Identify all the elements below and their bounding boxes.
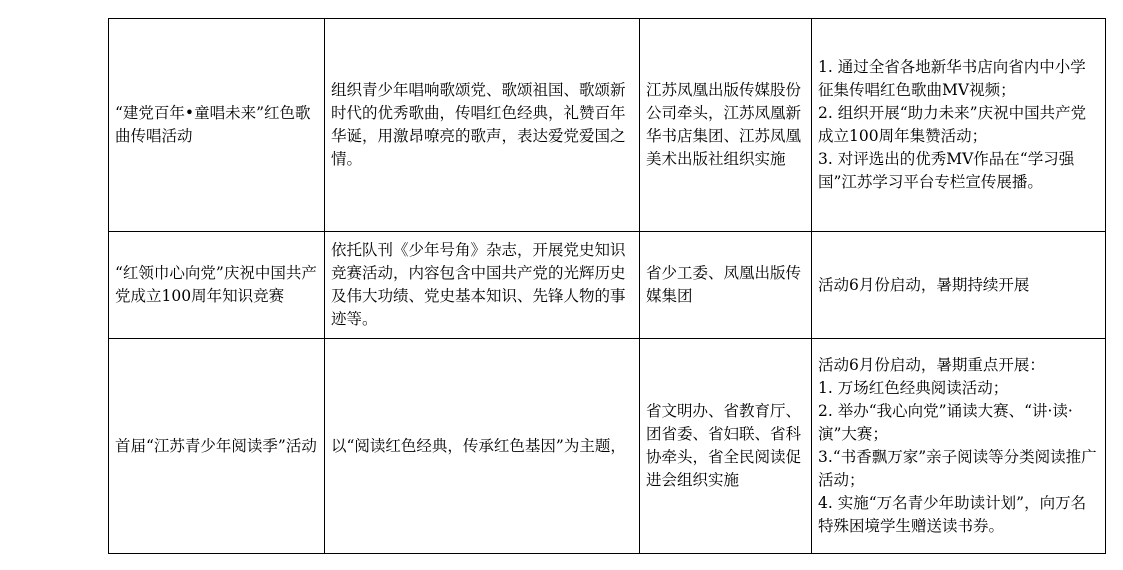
activity-content-cell: 组织青少年唱响歌颂党、歌颂祖国、歌颂新时代的优秀歌曲，传唱红色经典，礼赞百年华诞，用激昂嘹亮的歌声，表达爱党爱国之情。: [325, 19, 640, 232]
activity-content-cell: 以“阅读红色经典，传承红色基因”为主题，: [325, 339, 640, 554]
plan-item: 活动6月份启动，暑期重点开展：: [818, 356, 1045, 374]
plan-item: 2. 举办“我心向党”诵读大赛、“讲·读·演”大赛；: [818, 402, 1073, 443]
organizer-cell: 省少工委、凤凰出版传媒集团: [640, 232, 812, 339]
plan-item: 4. 实施“万名青少年助读计划”，向万名特殊困境学生赠送读书券。: [818, 494, 1087, 535]
plan-cell: [812, 339, 1106, 554]
activity-table: [108, 18, 1106, 554]
table-row: [109, 19, 1106, 232]
table-row: [109, 232, 1106, 339]
plan-item: 3. 对评选出的优秀MV作品在“学习强国”江苏学习平台专栏宣传展播。: [818, 150, 1075, 191]
organizer-cell: 江苏凤凰出版传媒股份公司牵头，江苏凤凰新华书店集团、江苏凤凰美术出版社组织实施: [640, 19, 812, 232]
plan-item: 3.“书香飘万家”亲子阅读等分类阅读推广活动；: [818, 448, 1097, 489]
activity-content-cell: 依托队刊《少年号角》杂志，开展党史知识竞赛活动，内容包含中国共产党的光辉历史及伟大功绩、党史基本知识、先锋人物的事迹等。: [325, 232, 640, 339]
plan-cell: [812, 19, 1106, 232]
plan-cell: [812, 232, 1106, 339]
table-row: [109, 339, 1106, 554]
activity-name-cell: 首届“江苏青少年阅读季”活动: [109, 339, 325, 554]
activity-name-cell: “建党百年•童唱未来”红色歌曲传唱活动: [109, 19, 325, 232]
activity-name-cell: “红领巾心向党”庆祝中国共产党成立100周年知识竞赛: [109, 232, 325, 339]
plan-item: 1. 万场红色经典阅读活动；: [818, 379, 1009, 397]
plan-item: 2. 组织开展“助力未来”庆祝中国共产党成立100周年集赞活动；: [818, 104, 1087, 145]
organizer-cell: 省文明办、省教育厅、团省委、省妇联、省科协牵头，省全民阅读促进会组织实施: [640, 339, 812, 554]
plan-item: 活动6月份启动，暑期持续开展: [818, 275, 1030, 294]
plan-item: 1. 通过全省各地新华书店向省内中小学征集传唱红色歌曲MV视频；: [818, 58, 1086, 99]
